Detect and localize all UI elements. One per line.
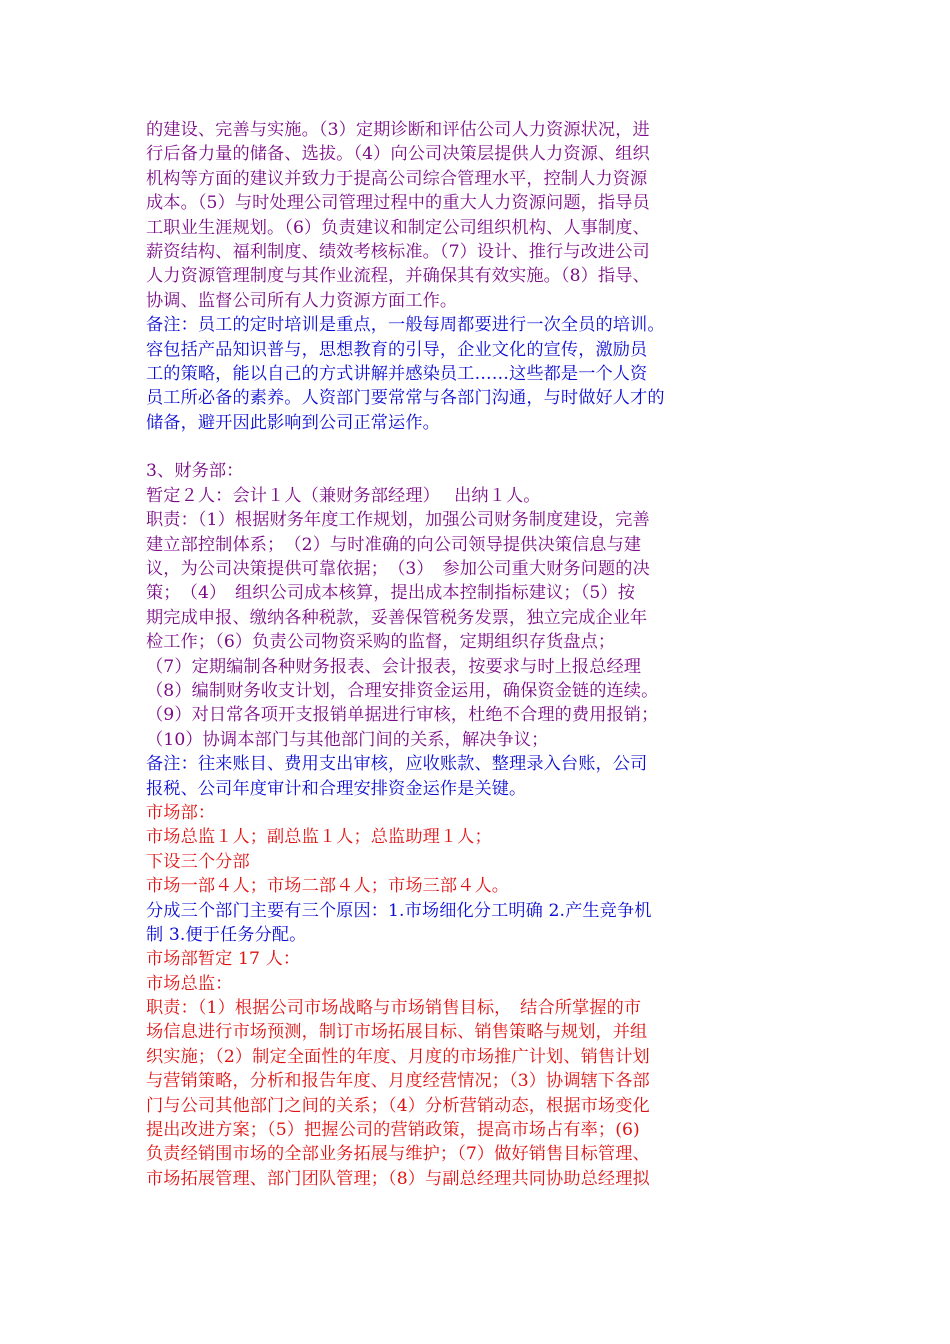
text-line: 工的策略，能以自己的方式讲解并感染员工……这些都是一个人资 — [146, 363, 648, 384]
text-line: 员工所必备的素养。人资部门要常常与各部门沟通，与时做好人才的 — [146, 388, 665, 409]
text-line: 下设三个分部 — [146, 851, 250, 872]
text-line: （9）对日常各项开支报销单据进行审核，杜绝不合理的费用报销； — [146, 705, 659, 726]
text-line: 的建设、完善与实施。（3）定期诊断和评估公司人力资源状况，进 — [146, 120, 650, 140]
text-line: 报税、公司年度审计和合理安排资金运作是关键。 — [146, 778, 527, 799]
section-heading: 市场总监： — [146, 973, 233, 994]
text-line: 市场一部４人；市场二部４人；市场三部４人。 — [146, 876, 510, 897]
text-line: 场信息进行市场预测，制订市场拓展目标、销售策略与规划，并组 — [146, 1022, 648, 1043]
finance-note-paragraph — [146, 752, 826, 801]
text-line: 备注：往来账目、费用支出审核，应收账款、整理录入台账，公司 — [146, 754, 648, 775]
hr-duties-paragraph — [146, 118, 826, 313]
text-line: 职责：（1）根据公司市场战略与市场销售目标， 结合所掌握的市 — [146, 998, 642, 1019]
text-line: 建立部控制体系； （2）与时准确的向公司领导提供决策信息与建 — [146, 534, 642, 555]
text-line: 市场部暂定 17 人： — [146, 949, 301, 970]
text-line: 制 3.便于任务分配。 — [146, 924, 307, 945]
section-heading: 3、财务部： — [146, 461, 244, 482]
text-line: 分成三个部门主要有三个原因：1.市场细化分工明确 2.产生竞争机 — [146, 900, 652, 921]
text-line: 协调、监督公司所有人力资源方面工作。 — [146, 290, 458, 311]
text-line: 暂定２人：会计１人（兼财务部经理） 出纳１人。 — [146, 485, 541, 506]
text-line: （10）协调本部门与其他部门间的关系，解决争议； — [146, 729, 549, 750]
section-heading: 市场部： — [146, 802, 216, 823]
paragraph-spacer — [146, 435, 826, 459]
text-line: 人力资源管理制度与其作业流程，并确保其有效实施。（8）指导、 — [146, 266, 650, 287]
market-duties-paragraph — [146, 947, 826, 1191]
text-line: 负责经销围市场的全部业务拓展与维护；（7）做好销售目标管理、 — [146, 1144, 650, 1165]
document-body — [146, 118, 826, 1191]
text-line: 成本。（5）与时处理公司管理过程中的重大人力资源问题，指导员 — [146, 193, 650, 214]
text-line: 期完成申报、缴纳各种税款，妥善保管税务发票，独立完成企业年 — [146, 607, 648, 628]
text-line: 职责：（1）根据财务年度工作规划，加强公司财务制度建设，完善 — [146, 510, 650, 531]
text-line: 市场总监１人；副总监１人；总监助理１人； — [146, 827, 492, 848]
text-line: 与营销策略，分析和报告年度、月度经营情况；（3）协调辖下各部 — [146, 1071, 650, 1092]
market-reasons-paragraph — [146, 899, 826, 948]
text-line: 门与公司其他部门之间的关系；（4）分析营销动态，根据市场变化 — [146, 1095, 650, 1116]
text-line: 行后备力量的储备、选拔。（4）向公司决策层提供人力资源、组织 — [146, 144, 650, 165]
text-line: 机构等方面的建议并致力于提高公司综合管理水平，控制人力资源 — [146, 168, 648, 189]
text-line: 工职业生涯规划。（6）负责建议和制定公司组织机构、人事制度、 — [146, 217, 650, 238]
text-line: （8）编制财务收支计划，合理安排资金运用，确保资金链的连续。 — [146, 680, 659, 701]
text-line: 检工作；（6）负责公司物资采购的监督，定期组织存货盘点； — [146, 632, 616, 653]
finance-section — [146, 459, 826, 752]
text-line: 薪资结构、福利制度、绩效考核标准。（7）设计、推行与改进公司 — [146, 241, 650, 262]
text-line: 提出改进方案；（5）把握公司的营销政策，提高市场占有率；(6) — [146, 1120, 640, 1141]
text-line: 市场拓展管理、部门团队管理；（8）与副总经理共同协助总经理拟 — [146, 1168, 650, 1189]
text-line: 策； （4） 组织公司成本核算，提出成本控制指标建议；（5）按 — [146, 583, 636, 604]
market-intro — [146, 801, 826, 899]
text-line: 储备，避开因此影响到公司正常运作。 — [146, 412, 440, 433]
text-line: 议，为公司决策提供可靠依据； （3） 参加公司重大财务问题的决 — [146, 559, 650, 580]
text-line: （7）定期编制各种财务报表、会计报表，按要求与时上报总经理 — [146, 656, 642, 677]
text-line: 备注：员工的定时培训是重点，一般每周都要进行一次全员的培训。 — [146, 315, 665, 336]
text-line: 容包括产品知识普与，思想教育的引导，企业文化的宣传，激励员 — [146, 339, 648, 360]
hr-note-paragraph — [146, 313, 826, 435]
text-line: 织实施；（2）制定全面性的年度、月度的市场推广计划、销售计划 — [146, 1046, 650, 1067]
